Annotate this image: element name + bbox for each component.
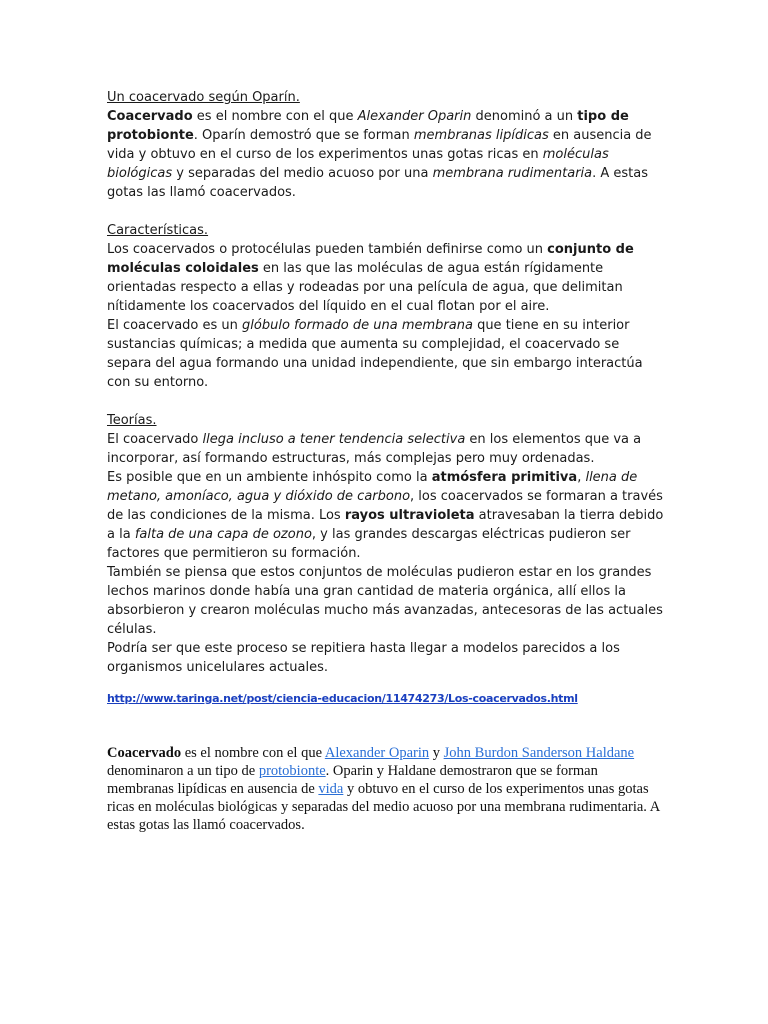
paragraph-caracteristicas-2: El coacervado es un glóbulo formado de una membrana que tiene en su interior sustancias químicas; a medida que aumenta su complejidad, el coacervado se separa del agua formando una unidad independiente, que sin embargo interactúa con su entorno.: [107, 318, 643, 390]
section-heading-teorias: Teorías.: [107, 413, 157, 428]
section-heading-caracteristicas: Características.: [107, 223, 209, 238]
paragraph-caracteristicas-1: Los coacervados o protocélulas pueden también definirse como un conjunto de moléculas coloidales en las que las moléculas de agua están rígidamente orientadas respecto a ellas y rodeadas por una película de agua, que delimitan nítidamente los coacervados del líquido en el cual flotan por el aire.: [107, 242, 634, 314]
term-protobionte: tipo de protobionte: [107, 109, 629, 143]
spacer: [107, 202, 667, 221]
wikipedia-excerpt: Coacervado es el nombre con el que Alexander Oparin y John Burdon Sanderson Haldane denominaron a un tipo de protobionte. Oparin y Haldane demostraron que se forman membranas lipídicas en ausencia de vida y obtuvo en el curso de los experimentos unas gotas ricas en moléculas biológicas y separadas del medio acuoso por una membrana rudimentaria. A estas gotas las llamó coacervados.: [107, 745, 660, 833]
spacer: [107, 392, 667, 411]
section-heading-oparin: Un coacervado según Oparín.: [107, 90, 300, 105]
link-protobionte[interactable]: protobionte: [258, 763, 326, 779]
link-vida[interactable]: vida: [318, 781, 344, 797]
link-alexander-oparin[interactable]: Alexander Oparin: [324, 745, 430, 761]
name-oparin: Alexander Oparin: [357, 109, 472, 124]
paragraph-teorias-4: Podría ser que este proceso se repitiera hasta llegar a modelos parecidos a los organismos unicelulares actuales.: [107, 641, 620, 675]
term-coacervado: Coacervado: [107, 109, 193, 124]
document-body: [107, 88, 667, 708]
paragraph-teorias-3: También se piensa que estos conjuntos de moléculas pudieron estar en los grandes lechos marinos donde había una gran cantidad de materia orgánica, allí ellos la absorbieron y crearon moléculas mucho más avanzadas, antecesoras de las actuales células.: [107, 565, 663, 637]
term-coacervado-bold: Coacervado: [107, 745, 182, 761]
paragraph-definition: Coacervado es el nombre con el que Alexander Oparin denominó a un tipo de protobionte. Oparín demostró que se forman membranas lipídicas en ausencia de vida y obtuvo en el curso de los experimentos unas gotas ricas en moléculas biológicas y separadas del medio acuoso por una membrana rudimentaria. A estas gotas las llamó coacervados.: [107, 109, 652, 200]
paragraph-teorias-2: Es posible que en un ambiente inhóspito como la atmósfera primitiva, llena de metano, amoníaco, agua y dióxido de carbono, los coacervados se formaran a través de las condiciones de la misma. Los rayos ultravioleta atravesaban la tierra debido a la falta de una capa de ozono, y las grandes descargas eléctricas pudieron ser factores que permitieron su formación.: [107, 470, 664, 561]
source-link[interactable]: http://www.taringa.net/post/ciencia-educacion/11474273/Los-coacervados.html: [107, 692, 578, 705]
paragraph-teorias-1: El coacervado llega incluso a tener tendencia selectiva en los elementos que va a incorporar, así formando estructuras, más complejas pero muy ordenadas.: [107, 432, 642, 466]
link-haldane[interactable]: John Burdon Sanderson Haldane: [443, 745, 635, 761]
